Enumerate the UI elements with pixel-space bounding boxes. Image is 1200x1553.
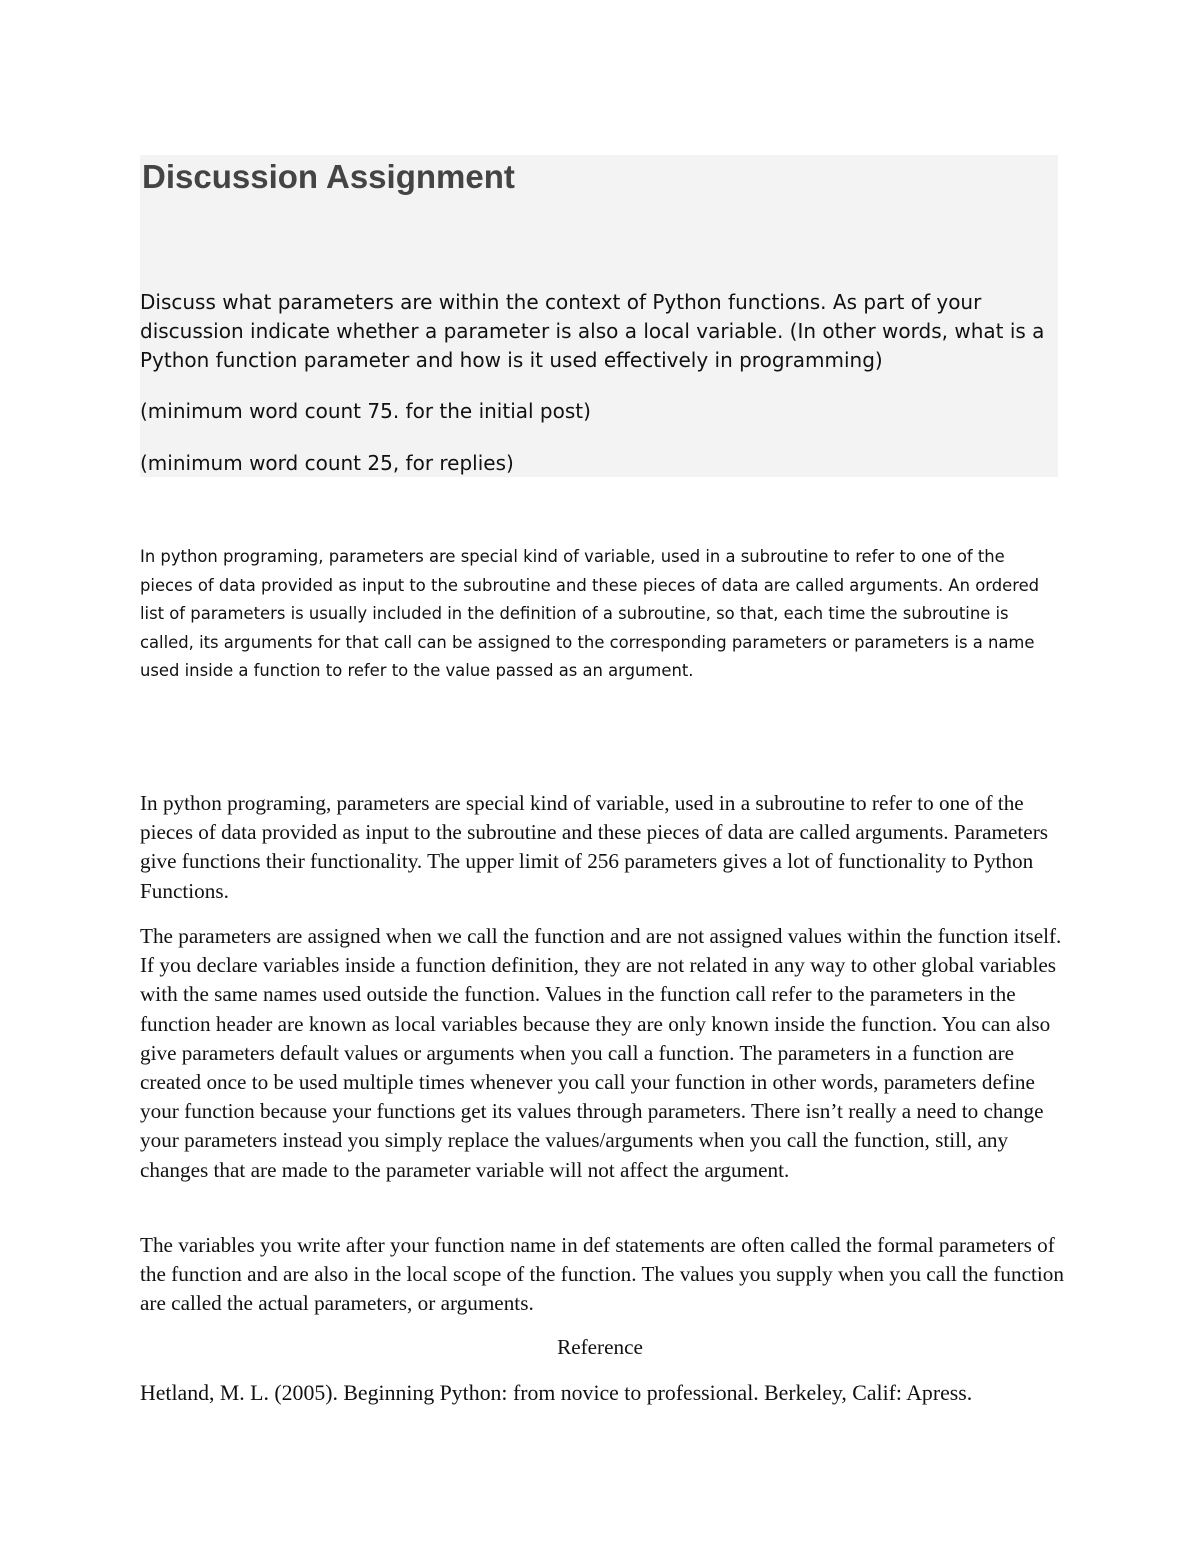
answer-paragraph-2: The parameters are assigned when we call the function and are not assigned values within the function itself. If you declare variables inside a function definition, they are not related in any way to other global variables with the same names used outside the function. Values in the function call refer to the parameters in the function header are known as local variables because they are only known inside the function. You can also give parameters default values or arguments when you call a function. The parameters in a function are created once to be used multiple times whenever you call your function in other words, parameters define your function because your functions get its values through parameters. There isn’t really a need to change your parameters instead you simply replace the values/arguments when you call the function, still, any changes that are made to the parameter variable will not affect the argument. xyxy=(140,924,1062,1182)
answer-short-paragraph: In python programing, parameters are special kind of variable, used in a subroutine to refer to one of the pieces of data provided as input to the subroutine and these pieces of data are called arguments. An ordered list of parameters is usually included in the definition of a subroutine, so that, each time the subroutine is called, its arguments for that call can be assigned to the corresponding parameters or parameters is a name used inside a function to refer to the value passed as an argument. xyxy=(140,547,1040,681)
prompt-note-initial: (minimum word count 75. for the initial post) xyxy=(140,399,591,423)
page-title: Discussion Assignment xyxy=(142,158,515,195)
answer-paragraph-1: In python programing, parameters are special kind of variable, used in a subroutine to refer to one of the pieces of data provided as input to the subroutine and these pieces of data are called arguments. Parameters give functions their functionality. The upper limit of 256 parameters gives a lot of functionality to Python Functions. xyxy=(140,791,1048,903)
reference-entry: Hetland, M. L. (2005). Beginning Python: from novice to professional. Berkeley, Calif: Apress. xyxy=(140,1381,973,1405)
prompt-question: Discuss what parameters are within the context of Python functions. As part of your discussion indicate whether a parameter is also a local variable. (In other words, what is a Python function parameter and how is it used effectively in programming) xyxy=(140,290,1045,372)
prompt-note-replies: (minimum word count 25, for replies) xyxy=(140,451,514,475)
reference-heading: Reference xyxy=(557,1335,643,1359)
answer-paragraph-3: The variables you write after your function name in def statements are often called the formal parameters of the function and are also in the local scope of the function. The values you supply when you call the function are called the actual parameters, or arguments. xyxy=(140,1233,1064,1316)
